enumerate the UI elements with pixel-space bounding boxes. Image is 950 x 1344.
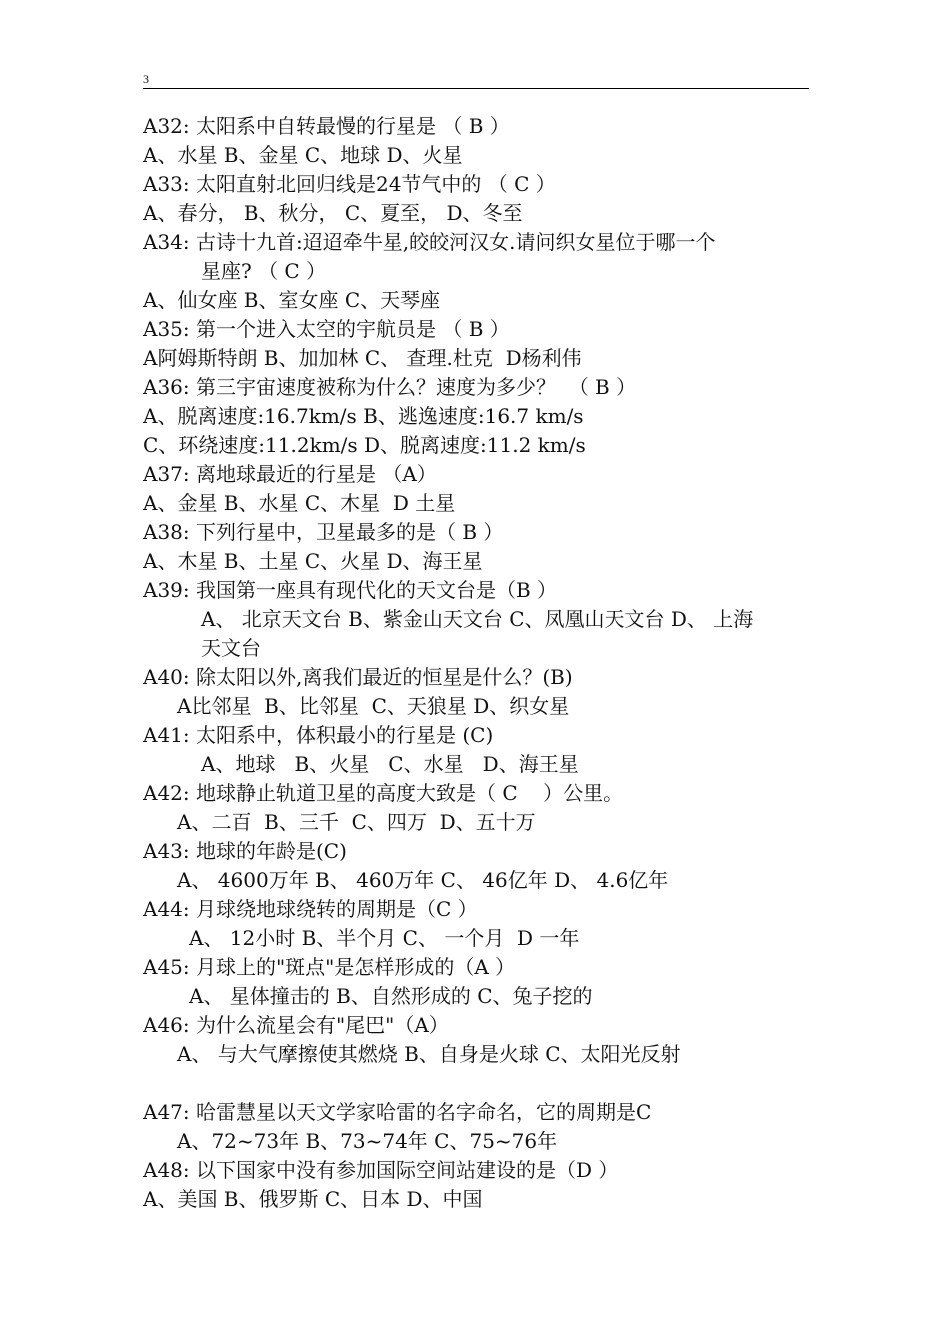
blank-line — [143, 1069, 823, 1098]
question-a43: A43: 地球的年龄是(C) — [143, 839, 347, 863]
options-a34: A、仙女座 B、室女座 C、天琴座 — [143, 288, 441, 312]
question-a38: A38: 下列行星中，卫星最多的是（ B ） — [143, 520, 504, 544]
question-a46: A46: 为什么流星会有"尾巴"（A） — [143, 1013, 449, 1037]
question-a33: A33: 太阳直射北回归线是24节气中的 （ C ） — [143, 172, 556, 196]
options-a35: A阿姆斯特朗 B、加加林 C、 查理.杜克 D杨利伟 — [143, 346, 582, 370]
question-a34-cont: 星座? （ C ） — [201, 259, 327, 283]
question-a39: A39: 我国第一座具有现代化的天文台是（B ） — [143, 578, 558, 602]
options-a47: A、72~73年 B、73~74年 C、75~76年 — [177, 1129, 558, 1153]
options-a40: A比邻星 B、比邻星 C、天狼星 D、织女星 — [177, 694, 570, 718]
question-a34: A34: 古诗十九首:迢迢牵牛星,皎皎河汉女.请问织女星位于哪一个 — [143, 230, 716, 254]
options-a44: A、 12小时 B、半个月 C、 一个月 D 一年 — [189, 926, 580, 950]
question-a37: A37: 离地球最近的行星是 （A） — [143, 462, 437, 486]
question-a48: A48: 以下国家中没有参加国际空间站建设的是（D ） — [143, 1158, 619, 1182]
question-a32: A32: 太阳系中自转最慢的行星是 （ B ） — [143, 114, 510, 138]
options-a39-cont: 天文台 — [201, 636, 261, 660]
options-a36-2: C、环绕速度:11.2km/s D、脱离速度:11.2 km/s — [143, 433, 586, 457]
question-a36: A36: 第三宇宙速度被称为什么？速度为多少？ （ B ） — [143, 375, 637, 399]
options-a32: A、水星 B、金星 C、地球 D、火星 — [143, 143, 463, 167]
question-a40: A40: 除太阳以外,离我们最近的恒星是什么？(B) — [143, 665, 573, 689]
options-a33: A、春分， B、秋分， C、夏至， D、冬至 — [143, 201, 523, 225]
question-list — [143, 112, 823, 1214]
page-number: 3 — [143, 72, 149, 86]
options-a42: A、二百 B、三千 C、四万 D、五十万 — [177, 810, 536, 834]
options-a46: A、 与大气摩擦使其燃烧 B、自身是火球 C、太阳光反射 — [177, 1042, 681, 1066]
options-a38: A、木星 B、土星 C、火星 D、海王星 — [143, 549, 483, 573]
question-a42: A42: 地球静止轨道卫星的高度大致是（ C ）公里。 — [143, 781, 624, 805]
question-a35: A35: 第一个进入太空的宇航员是 （ B ） — [143, 317, 510, 341]
options-a36-1: A、脱离速度:16.7km/s B、逃逸速度:16.7 km/s — [143, 404, 584, 428]
question-a45: A45: 月球上的"斑点"是怎样形成的（A ） — [143, 955, 516, 979]
options-a37: A、金星 B、水星 C、木星 D 土星 — [143, 491, 456, 515]
question-a44: A44: 月球绕地球绕转的周期是（C ） — [143, 897, 478, 921]
options-a41: A、地球 B、火星 C、水星 D、海王星 — [201, 752, 579, 776]
header-rule — [143, 88, 809, 89]
question-a47: A47: 哈雷慧星以天文学家哈雷的名字命名，它的周期是C — [143, 1100, 652, 1124]
options-a43: A、 4600万年 B、 460万年 C、 46亿年 D、 4.6亿年 — [177, 868, 669, 892]
options-a39: A、 北京天文台 B、紫金山天文台 C、凤凰山天文台 D、 上海 — [201, 607, 754, 631]
options-a48: A、美国 B、俄罗斯 C、日本 D、中国 — [143, 1187, 483, 1211]
question-a41: A41: 太阳系中，体积最小的行星是 (C) — [143, 723, 494, 747]
options-a45: A、 星体撞击的 B、自然形成的 C、兔子挖的 — [189, 984, 593, 1008]
